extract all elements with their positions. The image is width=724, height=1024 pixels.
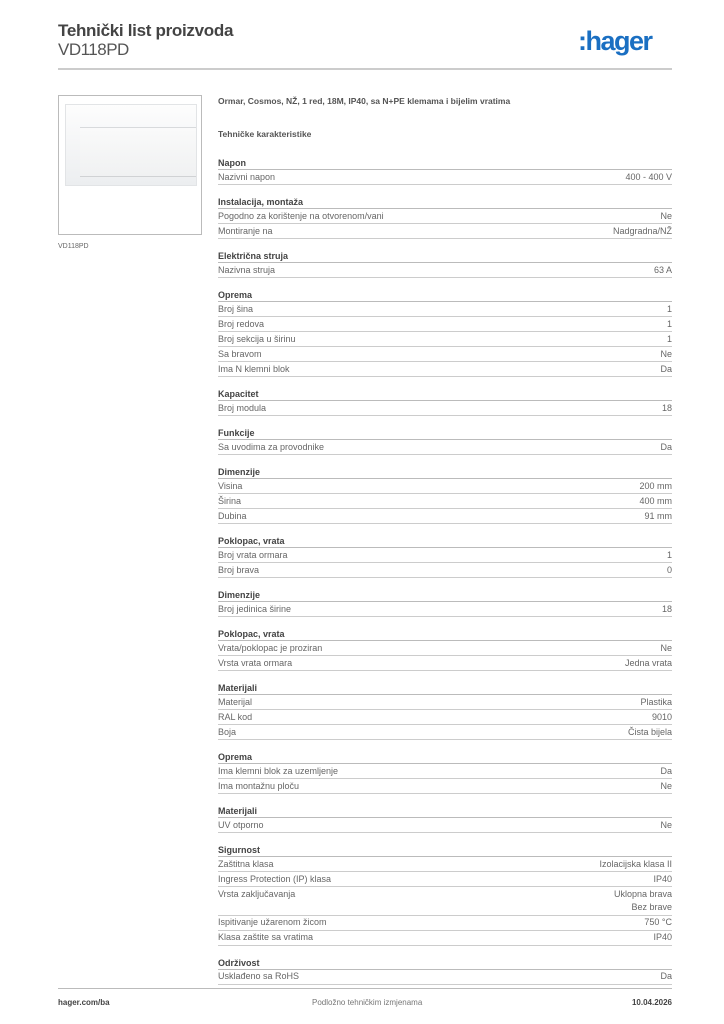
spec-section [218,533,672,578]
spec-row [218,656,672,671]
spec-row [218,695,672,710]
spec-value: 9010 [651,711,672,722]
spec-section-title: Poklopac, vrata [218,533,672,548]
spec-label: Nazivni napon [218,171,276,182]
spec-value: Nadgradna/NŽ [612,225,672,236]
spec-section-title: Kapacitet [218,386,672,401]
spec-label: Dubina [218,510,247,521]
spec-label: Montiranje na [218,225,273,236]
spec-section-title: Električna struja [218,248,672,263]
spec-section-title: Materijali [218,680,672,695]
spec-row [218,710,672,725]
spec-row [218,563,672,578]
spec-row [218,779,672,794]
spec-value: Ne [660,348,672,359]
spec-row [218,764,672,779]
cabinet-illustration [65,104,197,186]
spec-value: 400 mm [639,495,672,506]
spec-row [218,479,672,494]
spec-label: Pogodno za korištenje na otvorenom/vani [218,210,384,221]
spec-row [218,725,672,740]
spec-section [218,587,672,617]
spec-section-title: Oprema [218,749,672,764]
spec-row [218,224,672,239]
spec-section [218,287,672,377]
spec-label: Klasa zaštite sa vratima [218,932,314,942]
spec-section [218,842,672,946]
spec-label: Boja [218,726,237,737]
spec-value: 1 [666,549,672,560]
spec-row [218,548,672,563]
spec-section [218,194,672,239]
spec-section-title: Materijali [218,803,672,818]
spec-section-title: Napon [218,155,672,170]
footer-date: 10.04.2026 [631,998,672,1007]
footer-divider [58,988,672,989]
spec-value: 1 [666,318,672,329]
spec-value: Plastika [640,696,672,707]
spec-row [218,317,672,332]
product-image-caption: VD118PD [58,243,89,250]
spec-label: Vrata/poklopac je proziran [218,642,323,653]
spec-section-title: Dimenzije [218,587,672,602]
spec-row [218,362,672,377]
spec-value: Čista bijela [627,726,672,737]
spec-label: Sa uvodima za provodnike [218,441,325,452]
spec-row [218,818,672,833]
spec-label: Sa bravom [218,348,262,359]
spec-label: Broj šina [218,303,254,314]
spec-label: Širina [218,495,242,506]
spec-label: UV otporno [218,819,264,830]
spec-section-title: Instalacija, montaža [218,194,672,209]
spec-row [218,263,672,278]
spec-label: Ingress Protection (IP) klasa [218,873,332,884]
spec-label: Broj vrata ormara [218,549,288,560]
spec-row [218,347,672,362]
spec-label: Ima N klemni blok [218,363,290,374]
spec-row [218,509,672,524]
spec-row [218,916,672,931]
spec-row [218,857,672,872]
spec-label: Ima montažnu ploču [218,780,300,791]
spec-label: Broj brava [218,564,260,575]
spec-section [218,680,672,740]
spec-section-title: Održivost [218,955,672,970]
spec-value: Jedna vrata [624,657,672,668]
spec-value: Da [660,363,672,374]
spec-value: Ne [660,819,672,830]
spec-value: Izolacijska klasa II [599,858,672,869]
spec-label: Broj sekcija u širinu [218,333,296,344]
specifications [218,96,672,985]
spec-value: 200 mm [639,480,672,491]
spec-row [218,931,672,946]
product-image [58,95,202,235]
product-description: Ormar, Cosmos, NŽ, 1 red, 18M, IP40, sa N+PE klemama i bijelim vratima [218,96,511,106]
spec-row [218,641,672,656]
spec-row [218,209,672,224]
footer-website[interactable]: hager.com/ba [58,998,110,1007]
spec-value: 400 - 400 V [625,171,672,182]
spec-section-title: Dimenzije [218,464,672,479]
spec-label: Nazivna struja [218,264,276,275]
spec-value: 1 [666,333,672,344]
spec-label: Usklađeno sa RoHS [218,971,300,981]
spec-section-title: Poklopac, vrata [218,626,672,641]
spec-section [218,248,672,278]
spec-label: Ima klemni blok za uzemljenje [218,765,339,776]
spec-label: Broj jedinica širine [218,603,292,614]
spec-row [218,494,672,509]
document-title: Tehnički list proizvoda [58,21,234,40]
spec-value: Ne [660,210,672,221]
spec-section [218,425,672,455]
spec-row [218,887,672,916]
spec-row [218,170,672,185]
spec-row [218,602,672,617]
spec-value: Ne [660,780,672,791]
spec-row [218,332,672,347]
spec-row [218,970,672,985]
spec-section [218,464,672,524]
spec-value: IP40 [653,932,672,942]
spec-section [218,386,672,416]
spec-value: 91 mm [644,510,672,521]
spec-row [218,872,672,887]
spec-value: 0 [666,564,672,575]
spec-section-title: Oprema [218,287,672,302]
spec-value: 18 [661,603,672,614]
spec-label: Zaštitna klasa [218,858,274,869]
spec-label: Materijal [218,696,253,707]
spec-section [218,626,672,671]
spec-section-title: Sigurnost [218,842,672,857]
spec-value: 18 [661,402,672,413]
product-code: VD118PD [58,40,129,59]
spec-label: Vrsta vrata ormara [218,657,293,668]
spec-row [218,302,672,317]
spec-section [218,803,672,833]
spec-section [218,955,672,985]
spec-row [218,401,672,416]
spec-label: Broj redova [218,318,265,329]
spec-value: 750 °C [644,917,672,927]
spec-section [218,155,672,185]
technical-characteristics-title: Tehničke karakteristike [218,129,312,139]
spec-label: RAL kod [218,711,253,722]
spec-value: Da [660,765,672,776]
spec-value: 63 A [653,264,672,275]
header-divider [58,68,672,70]
spec-label: Ispitivanje užarenom žicom [218,917,327,927]
spec-value: IP40 [653,873,672,884]
spec-row [218,440,672,455]
spec-label: Visina [218,480,243,491]
footer-note: Podložno tehničkim izmjenama [312,998,423,1007]
spec-label: Vrsta zaključavanja [218,888,296,899]
spec-section [218,749,672,794]
hager-logo: :hager [578,26,652,56]
spec-value: Da [660,971,672,981]
spec-sections [218,155,672,985]
spec-label: Broj modula [218,402,267,413]
spec-value: Uklopna brava Bez brave [613,888,672,912]
cabinet-door [80,127,196,177]
spec-value: Ne [660,642,672,653]
spec-value: 1 [666,303,672,314]
spec-section-title: Funkcije [218,425,672,440]
spec-value: Da [660,441,672,452]
